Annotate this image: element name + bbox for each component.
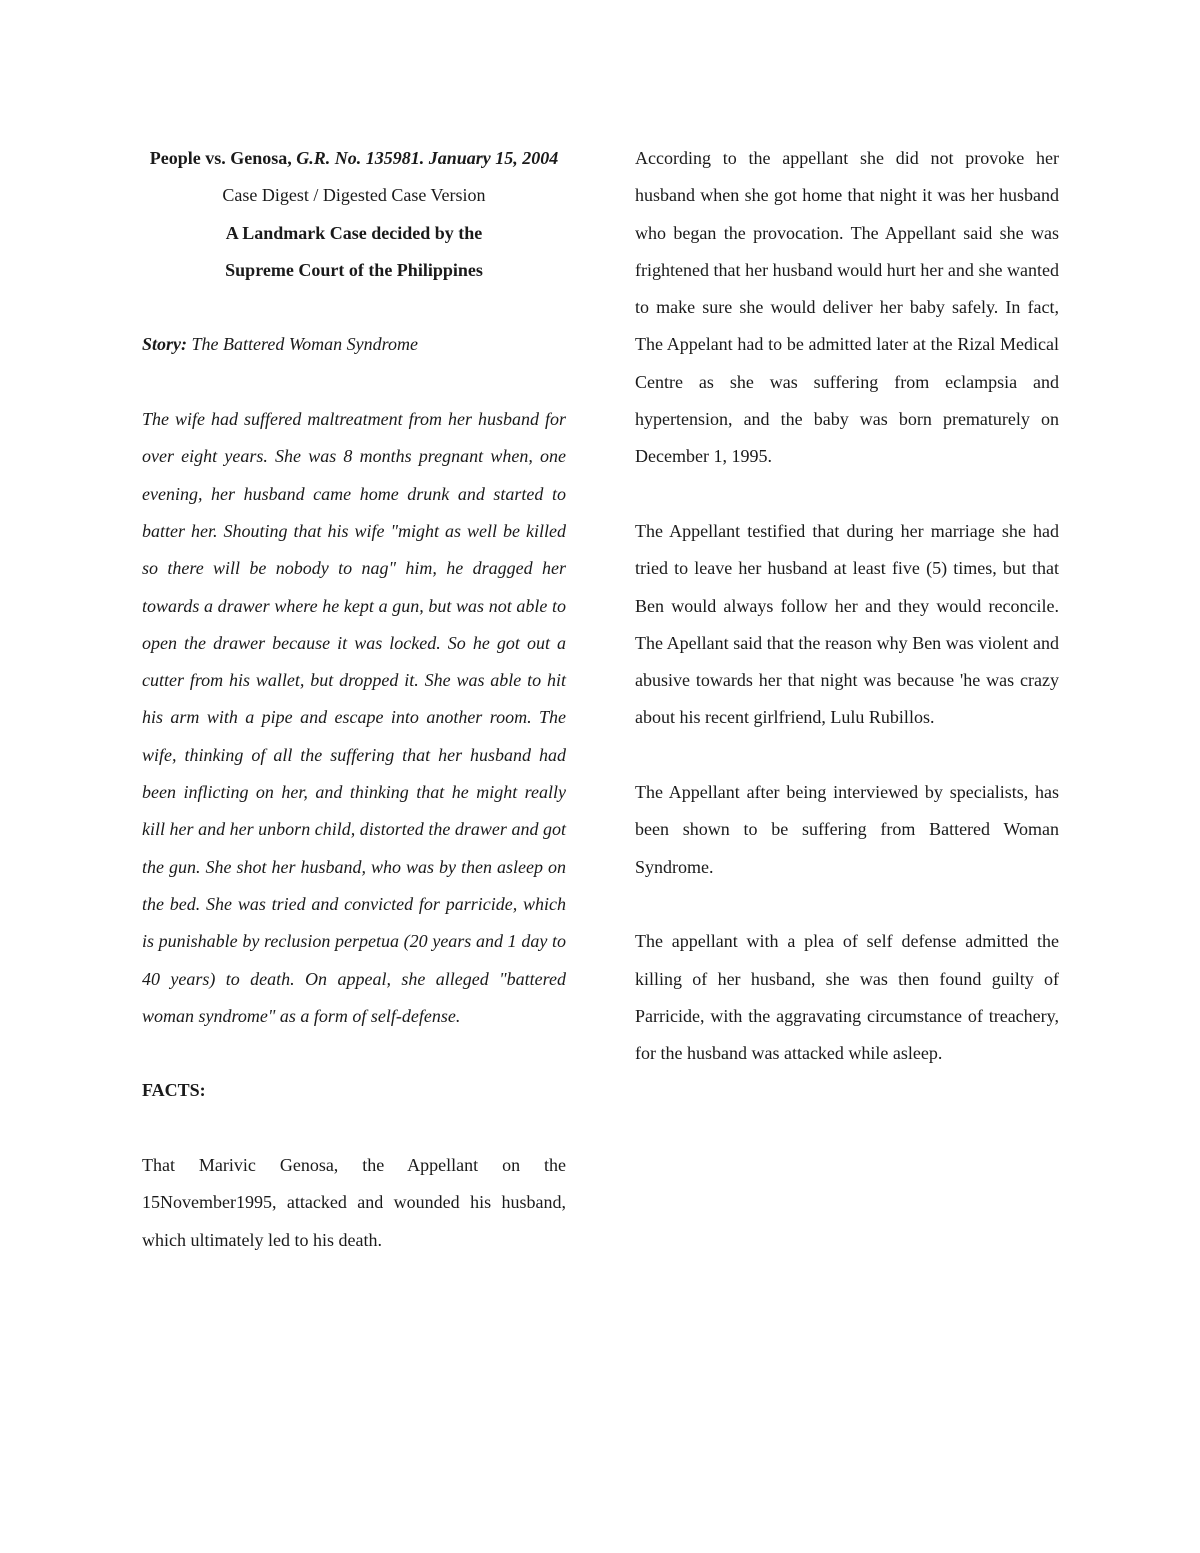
left-column [142,140,566,1259]
case-title [142,140,566,177]
story-label: Story: [142,334,187,355]
facts-heading: FACTS: [142,1080,206,1101]
case-name: People vs. Genosa, [149,148,297,168]
case-subtitle: Case Digest / Digested Case Version [222,185,486,206]
landmark-line-2: Supreme Court of the Philippines [225,259,483,280]
story-title: The Battered Woman Syndrome [187,334,418,355]
story-summary: The wife had suffered maltreatment from her husband for over eight years. She was 8 months pregnant when, one evening, her husband came home drunk and started to batter her. Shouting that his wife "might as well be killed so there will be nobody to nag" him, he dragged her towards a drawer where he kept a gun, but was not able to open the drawer because it was locked. So he got out a cutter from his wallet, but dropped it. She was able to hit his arm with a pipe and escape into another room. The wife, thinking of all the suffering that her husband had been inflicting on her, and thinking that he might really kill her and her unborn child, distorted the drawer and got the gun. She shot her husband, who was by then asleep on the bed. She was tried and convicted for parricide, which is punishable by reclusion perpetua (20 years and 1 day to 40 years) to death. On appeal, she alleged "battered woman syndrome" as a form of self-defense. [142,409,566,1026]
story-line [142,326,566,363]
facts-paragraph-4: The Appellant after being interviewed by specialists, has been shown to be suffering from Battered Woman Syndrome. [635,782,1059,877]
facts-paragraph-2: According to the appellant she did not provoke her husband when she got home that night it was her husband who began the provocation. The Appellant said she was frightened that her husband would hurt her and she wanted to make sure she would deliver her baby safely. In fact, The Appelant had to be admitted later at the Rizal Medical Centre as she was suffering from eclampsia and hypertension, and the baby was born prematurely on December 1, 1995. [635,148,1059,467]
case-citation: G.R. No. 135981. January 15, 2004 [296,148,559,168]
facts-paragraph-1: That Marivic Genosa, the Appellant on the 15November1995, attacked and wounded his husband, which ultimately led to his death. [142,1155,566,1250]
facts-paragraph-5: The appellant with a plea of self defense admitted the killing of her husband, she was then found guilty of Parricide, with the aggravating circumstance of treachery, for the husband was attacked while asleep. [635,931,1059,1064]
landmark-line-1: A Landmark Case decided by the [225,222,483,243]
facts-paragraph-3: The Appellant testified that during her marriage she had tried to leave her husband at least five (5) times, but that Ben would always follow her and they would reconcile. The Apellant said that the reason why Ben was violent and abusive towards her that night was because 'he was crazy about his recent girlfriend, Lulu Rubillos. [635,520,1059,728]
right-column [635,140,1059,1072]
